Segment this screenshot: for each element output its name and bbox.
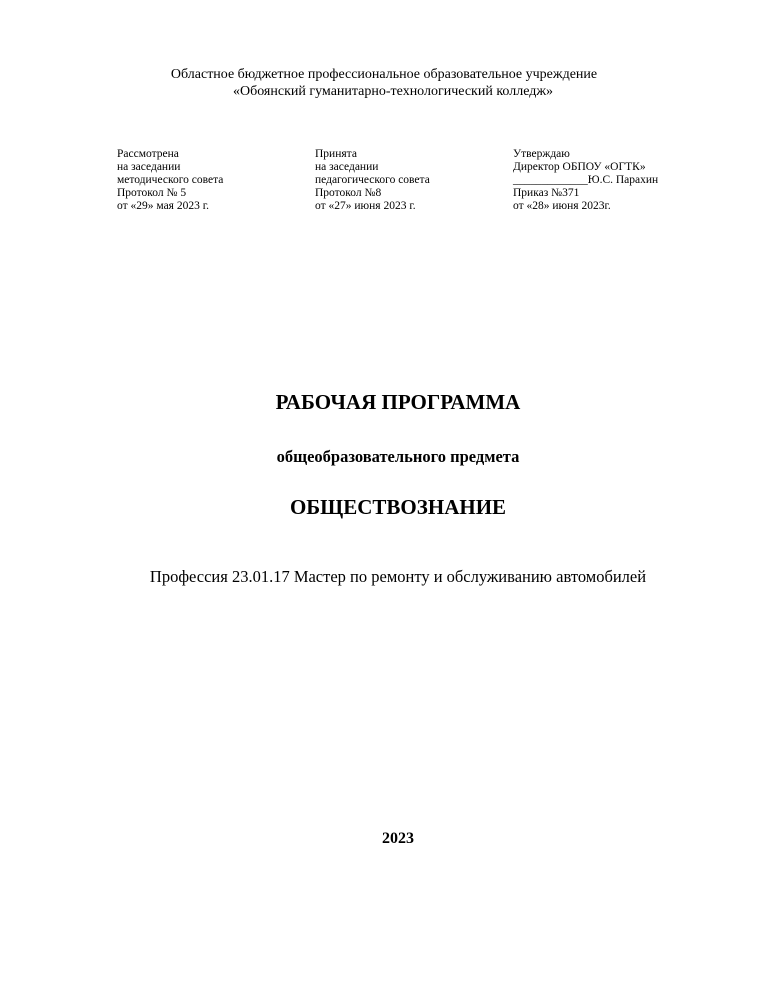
approval-line: Директор ОБПОУ «ОГТК» (513, 161, 646, 173)
approval-line: Протокол № 5 (117, 187, 187, 199)
signature-line: _____________Ю.С. Парахин (513, 174, 659, 186)
institution-line-2: «Обоянский гуманитарно-технологический колледж» (232, 84, 554, 99)
approval-line: от «28» июня 2023г. (513, 200, 611, 212)
approval-block-director (513, 148, 658, 213)
approval-line: Протокол №8 (315, 187, 382, 199)
approval-line: Приказ №371 (513, 187, 580, 199)
approval-line: педагогического совета (315, 174, 430, 186)
approval-line: от «29» мая 2023 г. (117, 200, 210, 212)
approval-line: Рассмотрена (117, 148, 179, 160)
document-title: РАБОЧАЯ ПРОГРАММА (275, 390, 521, 414)
institution-header (0, 66, 768, 100)
approval-block-methodical (117, 148, 223, 213)
approval-line: Утверждаю (513, 148, 570, 160)
profession-line: Профессия 23.01.17 Мастер по ремонту и обслуживанию автомобилей (149, 567, 647, 586)
document-year: 2023 (382, 830, 414, 847)
approval-line: методического совета (117, 174, 224, 186)
approval-line: на заседании (315, 161, 379, 173)
approval-line: Принята (315, 148, 357, 160)
approval-block-pedagogical (315, 148, 430, 213)
approval-line: на заседании (117, 161, 181, 173)
approval-line: от «27» июня 2023 г. (315, 200, 416, 212)
subject-name: ОБЩЕСТВОЗНАНИЕ (289, 495, 507, 519)
institution-line-1: Областное бюджетное профессиональное образовательное учреждение (170, 67, 598, 82)
document-subtitle: общеобразовательного предмета (276, 447, 520, 466)
